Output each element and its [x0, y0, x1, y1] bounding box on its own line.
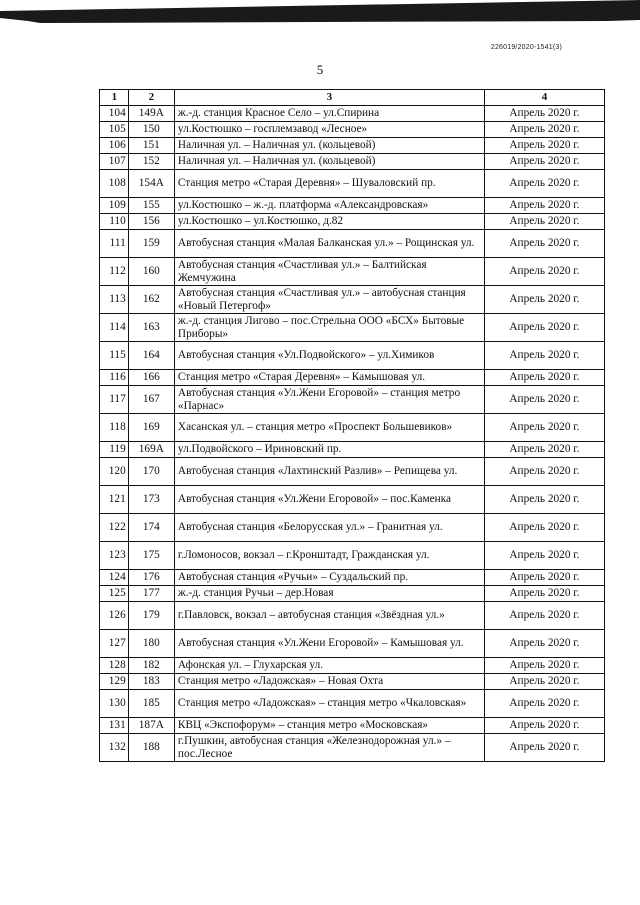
route-path: Станция метро «Старая Деревня» – Шуваловский пр. [174, 170, 484, 198]
header-col-4: 4 [484, 90, 604, 106]
table-row [100, 690, 605, 718]
row-number: 111 [100, 230, 129, 258]
route-path: Автобусная станция «Малая Балканская ул.» – Рощинская ул. [174, 230, 484, 258]
route-date: Апрель 2020 г. [484, 230, 604, 258]
route-date: Апрель 2020 г. [484, 718, 604, 734]
route-number: 175 [128, 542, 174, 570]
route-path: Наличная ул. – Наличная ул. (кольцевой) [174, 154, 484, 170]
row-number: 118 [100, 414, 129, 442]
route-number: 183 [128, 674, 174, 690]
route-date: Апрель 2020 г. [484, 442, 604, 458]
route-date: Апрель 2020 г. [484, 258, 604, 286]
route-number: 187А [128, 718, 174, 734]
row-number: 127 [100, 630, 129, 658]
row-number: 117 [100, 386, 129, 414]
table-row [100, 214, 605, 230]
route-path: ж.-д. станция Лигово – пос.Стрельна ООО «БСХ» Бытовые Приборы» [174, 314, 484, 342]
route-number: 170 [128, 458, 174, 486]
route-number: 167 [128, 386, 174, 414]
row-number: 119 [100, 442, 129, 458]
table-row [100, 106, 605, 122]
route-date: Апрель 2020 г. [484, 154, 604, 170]
route-date: Апрель 2020 г. [484, 198, 604, 214]
route-date: Апрель 2020 г. [484, 106, 604, 122]
route-path: Автобусная станция «Лахтинский Разлив» – Репищева ул. [174, 458, 484, 486]
route-number: 188 [128, 734, 174, 762]
route-number: 185 [128, 690, 174, 718]
table-row [100, 734, 605, 762]
route-path: Автобусная станция «Ул.Жени Егоровой» – Камышовая ул. [174, 630, 484, 658]
route-number: 159 [128, 230, 174, 258]
route-number: 179 [128, 602, 174, 630]
table-row [100, 370, 605, 386]
table-row [100, 458, 605, 486]
route-path: Автобусная станция «Ул.Жени Егоровой» – станция метро «Парнас» [174, 386, 484, 414]
route-number: 177 [128, 586, 174, 602]
scan-edge-band [0, 0, 640, 44]
route-number: 155 [128, 198, 174, 214]
row-number: 129 [100, 674, 129, 690]
route-number: 151 [128, 138, 174, 154]
table-row [100, 542, 605, 570]
header-col-1: 1 [100, 90, 129, 106]
table-row [100, 718, 605, 734]
table-row [100, 258, 605, 286]
route-date: Апрель 2020 г. [484, 170, 604, 198]
route-date: Апрель 2020 г. [484, 630, 604, 658]
row-number: 121 [100, 486, 129, 514]
table-row [100, 314, 605, 342]
table-row [100, 122, 605, 138]
route-path: ул.Костюшко – ж.-д. платформа «Александровская» [174, 198, 484, 214]
table-row [100, 658, 605, 674]
route-number: 162 [128, 286, 174, 314]
route-date: Апрель 2020 г. [484, 586, 604, 602]
route-number: 182 [128, 658, 174, 674]
route-path: Автобусная станция «Белорусская ул.» – Гранитная ул. [174, 514, 484, 542]
row-number: 112 [100, 258, 129, 286]
row-number: 124 [100, 570, 129, 586]
route-number: 173 [128, 486, 174, 514]
row-number: 109 [100, 198, 129, 214]
table-row [100, 602, 605, 630]
route-number: 176 [128, 570, 174, 586]
row-number: 104 [100, 106, 129, 122]
routes-table [99, 89, 605, 762]
scan-edge-shape [0, 0, 640, 44]
route-path: ж.-д. станция Ручьи – дер.Новая [174, 586, 484, 602]
route-path: Автобусная станция «Ул.Жени Егоровой» – пос.Каменка [174, 486, 484, 514]
route-date: Апрель 2020 г. [484, 658, 604, 674]
route-number: 156 [128, 214, 174, 230]
row-number: 120 [100, 458, 129, 486]
row-number: 105 [100, 122, 129, 138]
table-body [100, 106, 605, 762]
table-header-row [100, 90, 605, 106]
header-col-2: 2 [128, 90, 174, 106]
page-number: 5 [316, 62, 324, 77]
table-row [100, 630, 605, 658]
route-date: Апрель 2020 г. [484, 674, 604, 690]
route-date: Апрель 2020 г. [484, 458, 604, 486]
route-date: Апрель 2020 г. [484, 314, 604, 342]
route-path: Хасанская ул. – станция метро «Проспект Большевиков» [174, 414, 484, 442]
route-path: ул.Костюшко – ул.Костюшко, д.82 [174, 214, 484, 230]
row-number: 131 [100, 718, 129, 734]
route-date: Апрель 2020 г. [484, 414, 604, 442]
route-number: 149А [128, 106, 174, 122]
row-number: 106 [100, 138, 129, 154]
table-row [100, 138, 605, 154]
route-date: Апрель 2020 г. [484, 386, 604, 414]
route-path: г.Ломоносов, вокзал – г.Кронштадт, Гражданская ул. [174, 542, 484, 570]
route-date: Апрель 2020 г. [484, 514, 604, 542]
route-date: Апрель 2020 г. [484, 286, 604, 314]
table-row [100, 486, 605, 514]
table-row [100, 414, 605, 442]
route-path: Наличная ул. – Наличная ул. (кольцевой) [174, 138, 484, 154]
table-row [100, 514, 605, 542]
row-number: 125 [100, 586, 129, 602]
header-col-3: 3 [174, 90, 484, 106]
route-path: КВЦ «Экспофорум» – станция метро «Московская» [174, 718, 484, 734]
route-path: Автобусная станция «Ул.Подвойского» – ул.Химиков [174, 342, 484, 370]
route-number: 160 [128, 258, 174, 286]
route-date: Апрель 2020 г. [484, 570, 604, 586]
route-path: Станция метро «Ладожская» – станция метро «Чкаловская» [174, 690, 484, 718]
document-id: 226019/2020-1541(3) [490, 44, 562, 51]
route-number: 169А [128, 442, 174, 458]
table-row [100, 154, 605, 170]
route-number: 180 [128, 630, 174, 658]
row-number: 132 [100, 734, 129, 762]
route-number: 164 [128, 342, 174, 370]
route-date: Апрель 2020 г. [484, 122, 604, 138]
row-number: 114 [100, 314, 129, 342]
route-number: 152 [128, 154, 174, 170]
table-row [100, 230, 605, 258]
route-path: Автобусная станция «Счастливая ул.» – автобусная станция «Новый Петергоф» [174, 286, 484, 314]
table-row [100, 570, 605, 586]
route-date: Апрель 2020 г. [484, 486, 604, 514]
route-path: ул.Подвойского – Ириновский пр. [174, 442, 484, 458]
route-date: Апрель 2020 г. [484, 602, 604, 630]
table-row [100, 586, 605, 602]
route-path: ж.-д. станция Красное Село – ул.Спирина [174, 106, 484, 122]
route-path: г.Пушкин, автобусная станция «Железнодорожная ул.» – пос.Лесное [174, 734, 484, 762]
route-date: Апрель 2020 г. [484, 214, 604, 230]
route-number: 174 [128, 514, 174, 542]
table-row [100, 442, 605, 458]
route-path: Станция метро «Ладожская» – Новая Охта [174, 674, 484, 690]
route-path: Афонская ул. – Глухарская ул. [174, 658, 484, 674]
route-path: Станция метро «Старая Деревня» – Камышовая ул. [174, 370, 484, 386]
row-number: 128 [100, 658, 129, 674]
table-row [100, 342, 605, 370]
route-path: Автобусная станция «Ручьи» – Суздальский пр. [174, 570, 484, 586]
route-number: 150 [128, 122, 174, 138]
row-number: 123 [100, 542, 129, 570]
route-date: Апрель 2020 г. [484, 342, 604, 370]
route-date: Апрель 2020 г. [484, 138, 604, 154]
route-number: 169 [128, 414, 174, 442]
route-date: Апрель 2020 г. [484, 370, 604, 386]
route-path: г.Павловск, вокзал – автобусная станция «Звёздная ул.» [174, 602, 484, 630]
route-path: Автобусная станция «Счастливая ул.» – Балтийская Жемчужина [174, 258, 484, 286]
row-number: 113 [100, 286, 129, 314]
table-row [100, 674, 605, 690]
route-date: Апрель 2020 г. [484, 690, 604, 718]
route-date: Апрель 2020 г. [484, 734, 604, 762]
route-number: 163 [128, 314, 174, 342]
route-path: ул.Костюшко – госплемзавод «Лесное» [174, 122, 484, 138]
row-number: 110 [100, 214, 129, 230]
row-number: 122 [100, 514, 129, 542]
table-row [100, 386, 605, 414]
row-number: 107 [100, 154, 129, 170]
row-number: 116 [100, 370, 129, 386]
row-number: 126 [100, 602, 129, 630]
table-row [100, 286, 605, 314]
route-number: 154А [128, 170, 174, 198]
row-number: 130 [100, 690, 129, 718]
route-number: 166 [128, 370, 174, 386]
route-date: Апрель 2020 г. [484, 542, 604, 570]
row-number: 115 [100, 342, 129, 370]
table-row [100, 170, 605, 198]
row-number: 108 [100, 170, 129, 198]
table-row [100, 198, 605, 214]
